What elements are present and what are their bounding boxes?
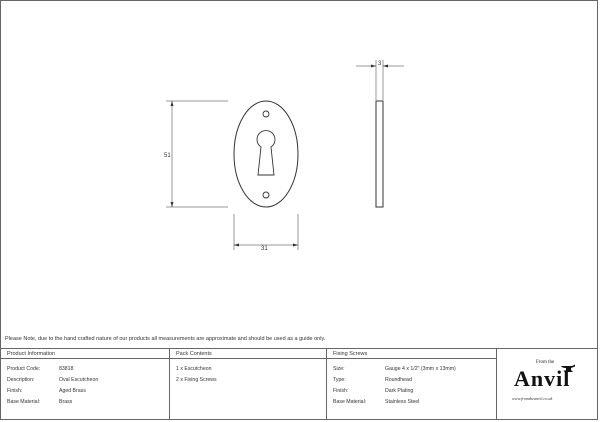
row-label: Type: bbox=[333, 377, 346, 383]
product-information-column bbox=[1, 349, 170, 420]
row-label: Base Material: bbox=[7, 399, 41, 405]
top-screw-hole bbox=[263, 111, 269, 117]
row-label: Description: bbox=[7, 377, 35, 383]
description-row bbox=[7, 377, 98, 383]
pack-item: 1 x Escutcheon bbox=[176, 366, 212, 372]
logo-url: www.fromtheanvil.co.uk bbox=[512, 396, 553, 401]
row-value: Brass bbox=[59, 399, 73, 405]
product-code-row bbox=[7, 366, 73, 372]
base-material-row bbox=[7, 399, 72, 405]
pack-item: 2 x Fixing Screws bbox=[176, 377, 217, 383]
row-value: Dark Plating bbox=[385, 388, 414, 394]
row-label: Finish: bbox=[333, 388, 349, 394]
logo-brand: Anvil bbox=[514, 366, 571, 391]
from-the-anvil-logo bbox=[500, 360, 592, 410]
keyhole-shape bbox=[257, 131, 275, 175]
row-value: Aged Brass bbox=[59, 388, 86, 394]
pack-contents-heading: Pack Contents bbox=[170, 349, 326, 359]
pack-contents-column bbox=[170, 349, 327, 420]
row-value: Roundhead bbox=[385, 377, 412, 383]
fixing-screws-heading: Fixing Screws bbox=[327, 349, 496, 359]
row-label: Product Code: bbox=[7, 366, 41, 372]
row-value: Stainless Steel bbox=[385, 399, 420, 405]
screw-finish-row bbox=[333, 388, 413, 394]
width-dimension-label: 31 bbox=[261, 246, 268, 252]
side-view-plate bbox=[376, 101, 383, 207]
row-label: Size: bbox=[333, 366, 345, 372]
width-dimension bbox=[234, 214, 298, 250]
row-label: Finish: bbox=[7, 388, 23, 394]
screw-material-row bbox=[333, 399, 419, 405]
row-value: 83818 bbox=[59, 366, 74, 372]
row-value: Oval Escutcheon bbox=[59, 377, 99, 383]
fixing-screws-column bbox=[327, 349, 497, 420]
height-dimension bbox=[166, 101, 228, 207]
finish-row bbox=[7, 388, 86, 394]
logo-from-the: From the bbox=[536, 360, 555, 365]
height-dimension-label: 51 bbox=[164, 153, 171, 159]
measurement-note: Please Note, due to the hand crafted nature of our products all measurements are approximate and should be used as a guide only. bbox=[5, 336, 326, 342]
thickness-dimension-label: 3 bbox=[378, 61, 382, 67]
screw-size-row bbox=[333, 366, 456, 372]
row-value: Gauge 4 x 1/2" (3mm x 13mm) bbox=[385, 366, 456, 372]
row-label: Base Material: bbox=[333, 399, 367, 405]
product-information-heading: Product Information bbox=[1, 349, 169, 359]
bottom-screw-hole bbox=[263, 192, 269, 198]
screw-type-row bbox=[333, 377, 412, 383]
